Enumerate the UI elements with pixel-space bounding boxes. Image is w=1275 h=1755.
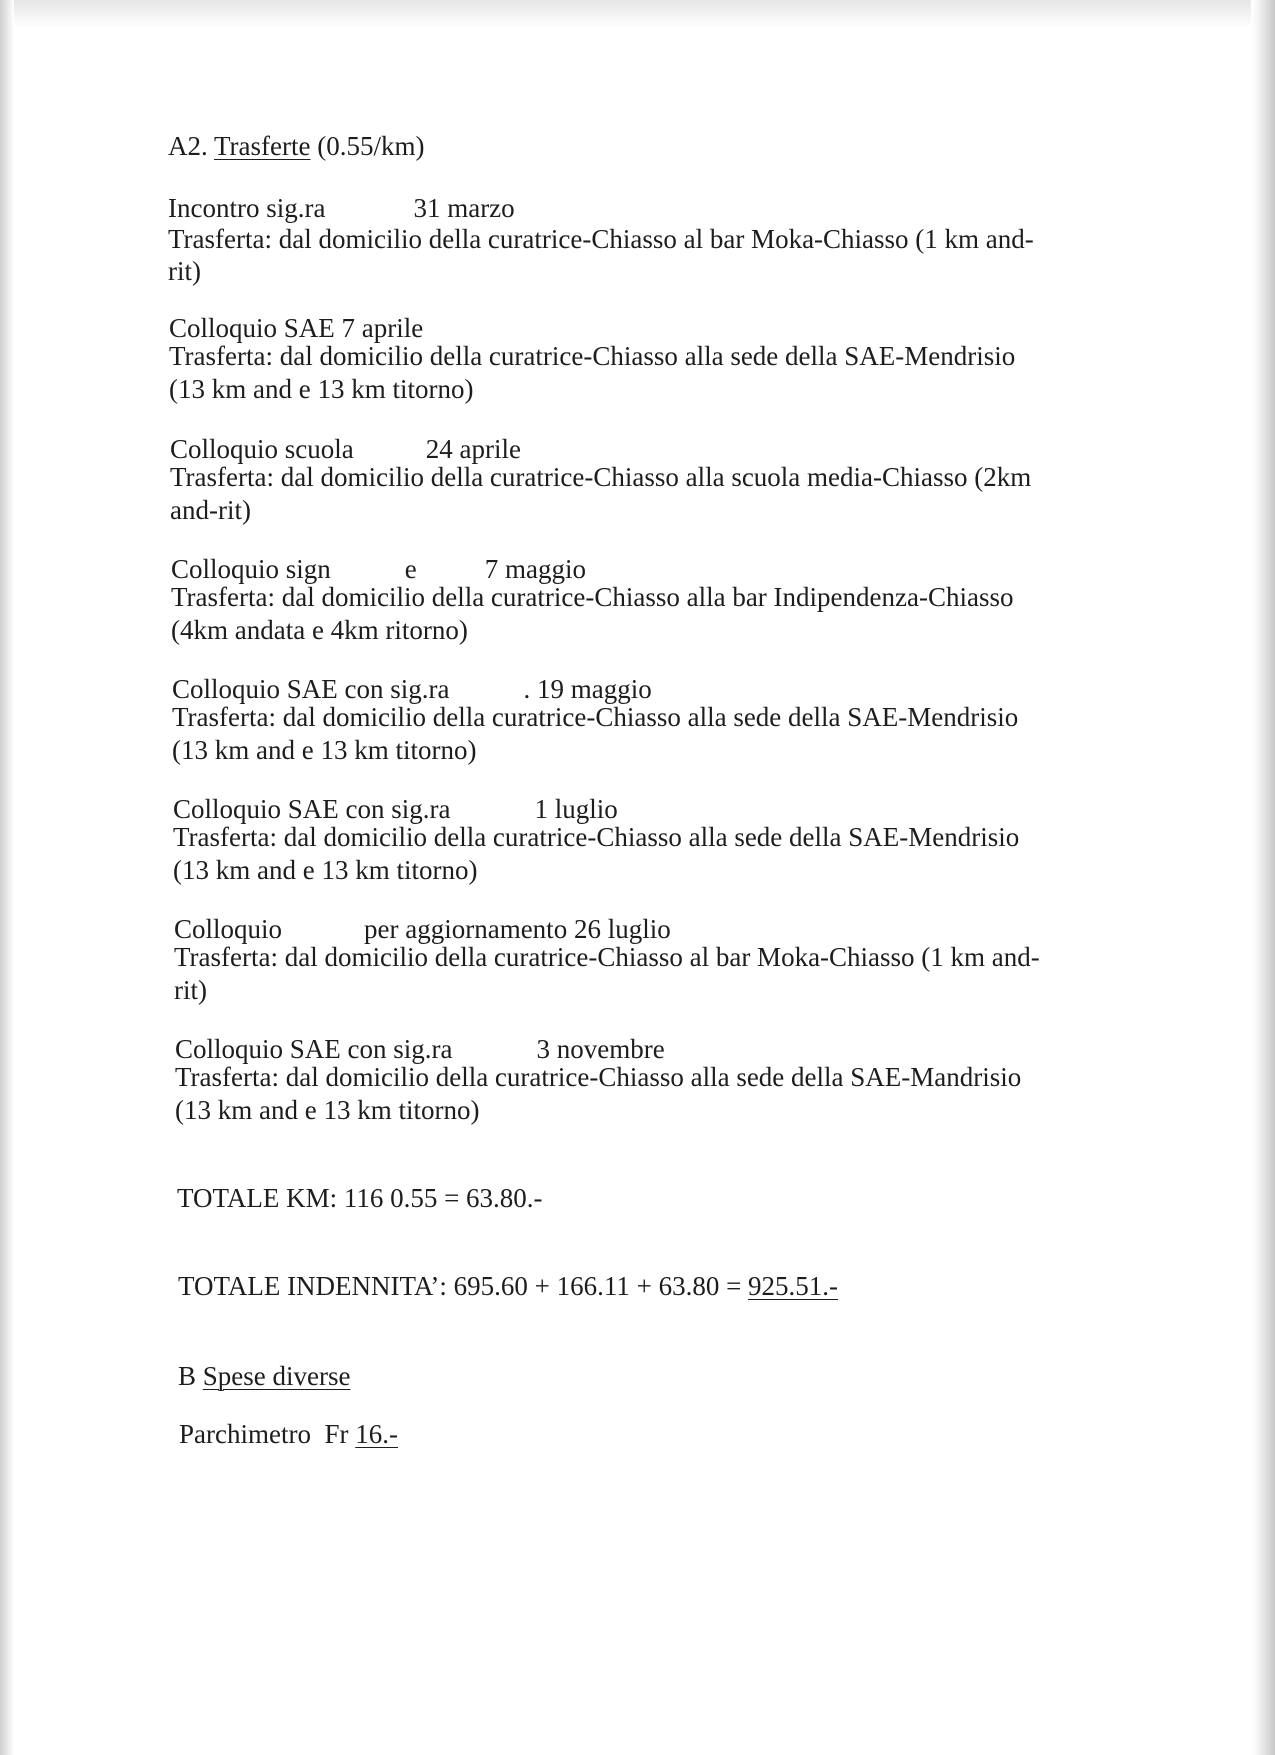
entry-date: 31 marzo [413,193,515,223]
entry-description: Trasferta: dal domicilio della curatrice-Chiasso al bar Moka-Chiasso (1 km and- [168,224,1034,254]
entry-description: (13 km and e 13 km titorno) [175,1095,480,1125]
entry-description: and-rit) [170,495,251,525]
entry-description: Trasferta: dal domicilio della curatrice-Chiasso alla sede della SAE-Mendrisio [173,822,1020,852]
entry-title [168,192,515,225]
parchimetro-value: 16.- [355,1419,398,1449]
entry-title-text: Colloquio sign [171,554,331,584]
section-b-prefix: B [178,1361,197,1391]
parchimetro-label: Parchimetro Fr [179,1419,349,1449]
entry-description: Trasferta: dal domicilio della curatrice-Chiasso alla sede della SAE-Mendrisio [172,702,1019,732]
entry-date: per aggiornamento 26 luglio [364,914,671,944]
entry-description: Trasferta: dal domicilio della curatrice-Chiasso alla sede della SAE-Mendrisio [169,341,1016,371]
entry-date: . 19 maggio [523,674,652,704]
entry-date: 7 maggio [484,554,587,584]
entry-description: (13 km and e 13 km titorno) [173,855,478,885]
entry-title-text: Colloquio SAE con sig.ra [172,674,450,704]
entry-description: Trasferta: dal domicilio della curatrice-Chiasso al bar Moka-Chiasso (1 km and- [174,942,1040,972]
entry-description: (4km andata e 4km ritorno) [171,615,468,645]
entry-description: Trasferta: dal domicilio della curatrice-Chiasso alla scuola media-Chiasso (2km [170,462,1032,492]
heading-title: Trasferte [214,131,311,161]
entry-description: Trasferta: dal domicilio della curatrice-Chiasso alla bar Indipendenza-Chiasso [171,582,1014,612]
entry-date: 3 novembre [536,1034,665,1064]
section-heading-a2 [168,130,425,163]
entry-title-text: Colloquio scuola [170,434,354,464]
entry-description: Trasferta: dal domicilio della curatrice-Chiasso alla sede della SAE-Mandrisio [175,1062,1022,1092]
entry-description: (13 km and e 13 km titorno) [169,374,474,404]
section-heading-b [178,1360,350,1393]
entry-description: rit) [168,256,201,286]
entry-title-text: e [404,554,417,584]
section-b-title: Spese diverse [202,1361,351,1391]
entry-title-text: Colloquio SAE con sig.ra [173,794,451,824]
total-indennita-label: TOTALE INDENNITA’: 695.60 + 166.11 + 63.80 = [178,1271,742,1301]
heading-rate: (0.55/km) [317,131,425,161]
entry-title-text: Incontro sig.ra [168,193,326,223]
total-indennita-value: 925.51.- [748,1271,839,1301]
entry-date: 24 aprile [425,434,521,464]
heading-prefix: A2. [168,131,208,161]
entry-title-text: Colloquio [174,914,283,944]
entry-title: Colloquio SAE 7 aprile [169,313,424,343]
entry-title-text: Colloquio SAE con sig.ra [175,1034,453,1064]
total-km: TOTALE KM: 116 0.55 = 63.80.- [177,1183,543,1213]
total-indennita [178,1270,838,1303]
entry-date: 1 luglio [534,794,618,824]
parchimetro-line [179,1418,398,1451]
entry-description: (13 km and e 13 km titorno) [172,735,477,765]
entry-description: rit) [174,975,207,1005]
